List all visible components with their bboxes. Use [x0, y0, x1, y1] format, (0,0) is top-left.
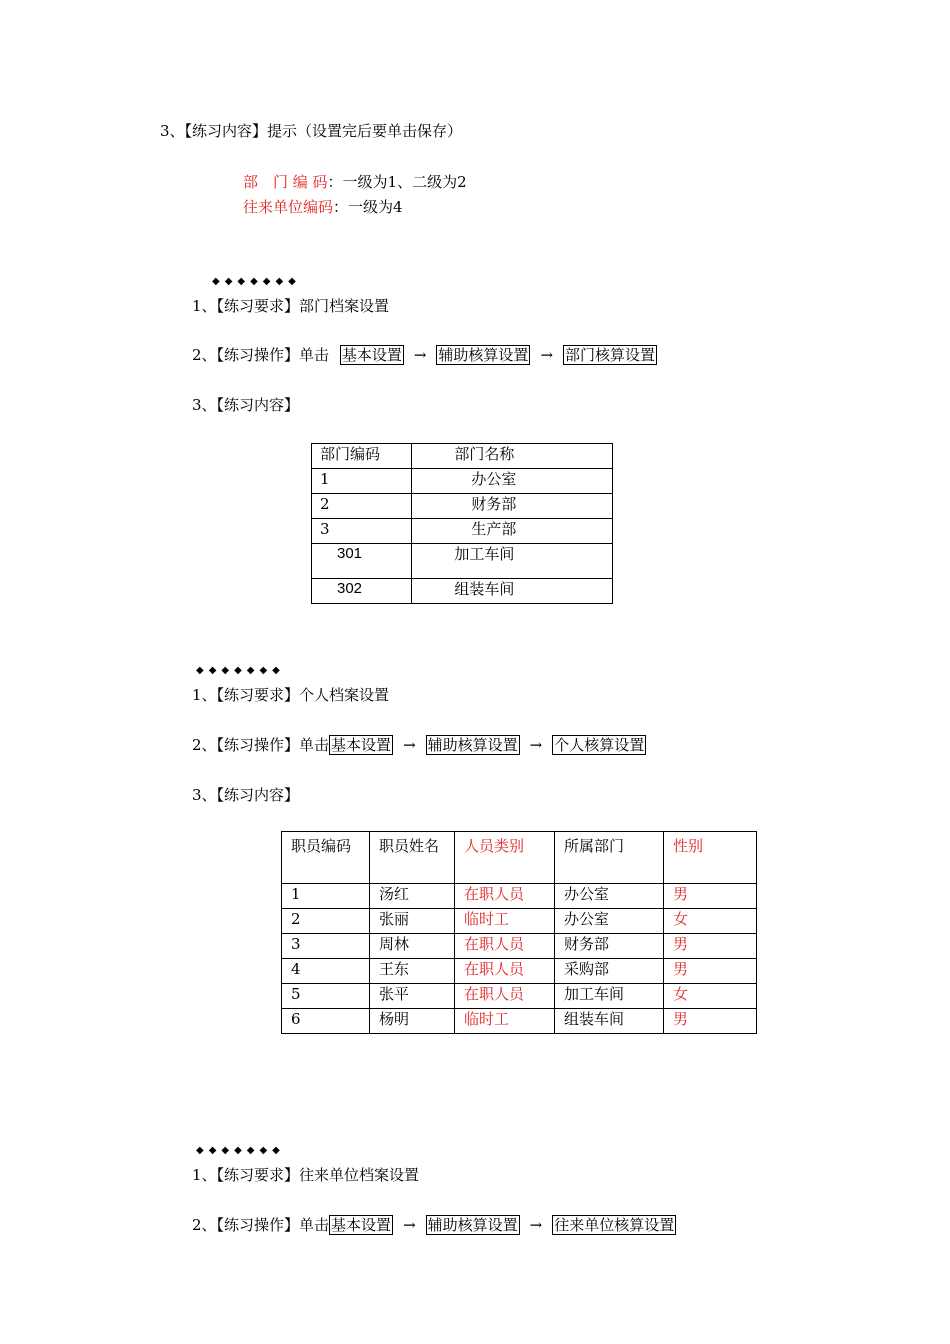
employee-code: 1 [282, 884, 370, 909]
section3-operation [192, 1215, 676, 1235]
employee-code: 6 [282, 1009, 370, 1034]
arrow-right-icon: → [540, 346, 554, 364]
dept-name: 生产部 [412, 519, 613, 544]
dept-accounting-settings-button[interactable]: 部门核算设置 [565, 346, 656, 364]
department: 采购部 [555, 959, 664, 984]
diamond-divider: ◆◆◆◆◆◆◆ [196, 1145, 285, 1156]
dept-code: 1 [312, 469, 412, 494]
table-row [282, 1009, 757, 1034]
header-employee-code: 职员编码 [282, 832, 370, 884]
partner-coding-line [243, 197, 403, 217]
operation-prefix: 2、【练习操作】单击 [192, 346, 330, 364]
table-row [312, 494, 613, 519]
staff-category: 在职人员 [455, 984, 555, 1009]
arrow-right-icon: → [403, 736, 416, 754]
department-table [311, 443, 613, 604]
department: 财务部 [555, 934, 664, 959]
basic-settings-button[interactable]: 基本设置 [331, 1216, 392, 1234]
partner-coding-label: 往来单位编码 [243, 198, 334, 216]
department: 加工车间 [555, 984, 664, 1009]
operation-prefix: 2、【练习操作】单击 [192, 1216, 330, 1234]
dept-coding-value: ：一级为1、二级为2 [327, 173, 467, 191]
table-row [312, 579, 613, 604]
section1-requirement: 1、【练习要求】部门档案设置 [192, 297, 390, 315]
gender: 男 [664, 934, 757, 959]
employee-code: 3 [282, 934, 370, 959]
gender: 女 [664, 909, 757, 934]
arrow-right-icon: → [529, 1216, 543, 1234]
table-row [282, 934, 757, 959]
gender: 男 [664, 1009, 757, 1034]
partner-coding-value: ：一级为4 [333, 198, 403, 216]
header-dept-code: 部门编码 [312, 444, 412, 469]
dept-code: 301 [312, 544, 412, 579]
aux-accounting-settings-button[interactable]: 辅助核算设置 [427, 1216, 518, 1234]
arrow-right-icon: → [529, 736, 543, 754]
partner-accounting-settings-button[interactable]: 往来单位核算设置 [554, 1216, 675, 1234]
section2-content-title: 3、【练习内容】 [192, 786, 300, 804]
employee-name: 汤红 [370, 884, 455, 909]
employee-name: 王东 [370, 959, 455, 984]
dept-coding-label: 部 门 编 码 [243, 173, 328, 191]
section1-content-title: 3、【练习内容】 [192, 396, 300, 414]
employee-table [281, 831, 757, 1034]
employee-name: 周林 [370, 934, 455, 959]
basic-settings-button[interactable]: 基本设置 [331, 736, 392, 754]
department: 办公室 [555, 884, 664, 909]
dept-name: 加工车间 [412, 544, 613, 579]
exercise-content-hint: 3、【练习内容】提示（设置完后要单击保存） [160, 122, 463, 140]
diamond-divider: ◆◆◆◆◆◆◆ [196, 665, 285, 676]
operation-prefix: 2、【练习操作】单击 [192, 736, 330, 754]
table-row [282, 909, 757, 934]
header-dept-name: 部门名称 [412, 444, 613, 469]
employee-name: 张丽 [370, 909, 455, 934]
arrow-right-icon: → [403, 1216, 416, 1234]
dept-code: 3 [312, 519, 412, 544]
basic-settings-button[interactable]: 基本设置 [341, 346, 402, 364]
gender: 女 [664, 984, 757, 1009]
department: 办公室 [555, 909, 664, 934]
dept-name: 财务部 [412, 494, 613, 519]
aux-accounting-settings-button[interactable]: 辅助核算设置 [427, 736, 518, 754]
diamond-divider: ◆◆◆◆◆◆◆ [212, 276, 301, 287]
table-row [312, 544, 613, 579]
staff-category: 在职人员 [455, 934, 555, 959]
table-row [282, 959, 757, 984]
personal-accounting-settings-button[interactable]: 个人核算设置 [554, 736, 645, 754]
employee-name: 张平 [370, 984, 455, 1009]
table-header-row [312, 444, 613, 469]
dept-name: 办公室 [412, 469, 613, 494]
staff-category: 临时工 [455, 909, 555, 934]
employee-code: 4 [282, 959, 370, 984]
header-gender: 性别 [664, 832, 757, 884]
table-row [312, 469, 613, 494]
gender: 男 [664, 884, 757, 909]
header-staff-category: 人员类别 [455, 832, 555, 884]
header-employee-name: 职员姓名 [370, 832, 455, 884]
table-row [312, 519, 613, 544]
section2-operation [192, 735, 646, 755]
employee-code: 5 [282, 984, 370, 1009]
table-row [282, 984, 757, 1009]
dept-name: 组装车间 [412, 579, 613, 604]
staff-category: 在职人员 [455, 884, 555, 909]
employee-code: 2 [282, 909, 370, 934]
section2-requirement: 1、【练习要求】个人档案设置 [192, 686, 390, 704]
staff-category: 临时工 [455, 1009, 555, 1034]
section3-requirement: 1、【练习要求】往来单位档案设置 [192, 1166, 420, 1184]
gender: 男 [664, 959, 757, 984]
table-header-row [282, 832, 757, 884]
staff-category: 在职人员 [455, 959, 555, 984]
dept-code: 302 [312, 579, 412, 604]
table-row [282, 884, 757, 909]
dept-code: 2 [312, 494, 412, 519]
arrow-right-icon: → [413, 346, 427, 364]
aux-accounting-settings-button[interactable]: 辅助核算设置 [438, 346, 529, 364]
department: 组装车间 [555, 1009, 664, 1034]
dept-coding-line [243, 172, 467, 192]
header-department: 所属部门 [555, 832, 664, 884]
employee-name: 杨明 [370, 1009, 455, 1034]
section1-operation [192, 345, 657, 365]
